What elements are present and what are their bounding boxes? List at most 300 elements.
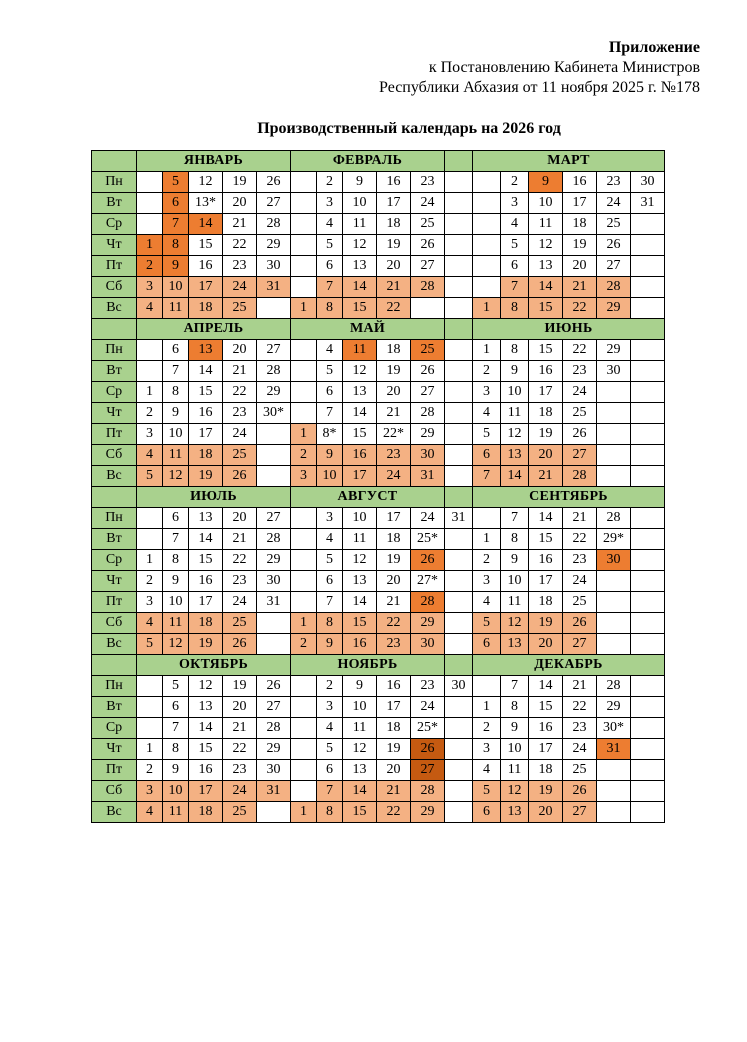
day-cell: 18 [529, 592, 563, 613]
day-name: Чт [92, 739, 137, 760]
week-row [92, 172, 665, 193]
day-cell: 31 [631, 193, 665, 214]
day-cell: 23 [223, 571, 257, 592]
day-cell: 23 [411, 676, 445, 697]
day-cell: 17 [377, 193, 411, 214]
day-cell [445, 193, 473, 214]
day-cell: 18 [377, 340, 411, 361]
day-cell [257, 466, 291, 487]
day-cell: 6 [317, 571, 343, 592]
day-cell: 19 [377, 739, 411, 760]
day-cell: 29 [257, 739, 291, 760]
day-cell: 15 [343, 613, 377, 634]
day-cell [597, 571, 631, 592]
day-cell: 2 [137, 571, 163, 592]
day-cell: 30 [445, 676, 473, 697]
day-cell: 14 [189, 529, 223, 550]
day-name: Ср [92, 718, 137, 739]
day-cell: 18 [189, 802, 223, 823]
day-cell [291, 760, 317, 781]
day-cell: 23 [223, 256, 257, 277]
day-cell: 15 [343, 424, 377, 445]
day-cell: 9 [501, 361, 529, 382]
day-cell [473, 508, 501, 529]
day-cell: 1 [473, 298, 501, 319]
day-cell: 30 [411, 445, 445, 466]
day-cell [631, 613, 665, 634]
day-cell: 1 [291, 613, 317, 634]
day-cell: 25 [411, 214, 445, 235]
week-row [92, 340, 665, 361]
day-cell [291, 340, 317, 361]
week-row [92, 361, 665, 382]
day-cell: 15 [189, 382, 223, 403]
day-cell: 8 [317, 298, 343, 319]
day-cell [291, 256, 317, 277]
day-cell: 9 [163, 571, 189, 592]
day-cell: 19 [529, 424, 563, 445]
day-cell: 3 [137, 781, 163, 802]
day-name: Вс [92, 298, 137, 319]
day-cell: 2 [291, 634, 317, 655]
day-cell: 20 [377, 382, 411, 403]
decree-line-2: Республики Абхазия от 11 ноября 2025 г. №178 [379, 79, 700, 96]
day-cell: 24 [411, 508, 445, 529]
day-cell: 29 [597, 298, 631, 319]
day-name: Пт [92, 760, 137, 781]
day-cell [445, 172, 473, 193]
day-cell: 4 [501, 214, 529, 235]
day-name: Вс [92, 634, 137, 655]
day-cell: 25* [411, 718, 445, 739]
day-cell: 14 [529, 277, 563, 298]
day-cell: 25 [223, 613, 257, 634]
day-name: Вс [92, 802, 137, 823]
day-cell: 19 [377, 235, 411, 256]
day-cell: 6 [317, 256, 343, 277]
day-cell: 10 [163, 781, 189, 802]
day-cell: 4 [473, 592, 501, 613]
day-cell: 20 [223, 340, 257, 361]
week-row [92, 214, 665, 235]
day-cell: 29 [411, 802, 445, 823]
day-cell [631, 424, 665, 445]
day-cell: 11 [163, 802, 189, 823]
day-cell: 3 [317, 193, 343, 214]
day-cell: 29 [257, 382, 291, 403]
day-cell: 6 [473, 802, 501, 823]
day-cell: 8 [163, 235, 189, 256]
day-cell [597, 592, 631, 613]
day-cell: 25 [563, 403, 597, 424]
day-cell: 23 [597, 172, 631, 193]
day-cell: 7 [501, 277, 529, 298]
day-cell [137, 508, 163, 529]
day-name: Ср [92, 382, 137, 403]
day-cell: 13 [189, 340, 223, 361]
day-cell: 28 [597, 508, 631, 529]
day-cell: 22 [377, 613, 411, 634]
day-cell: 1 [137, 550, 163, 571]
day-cell: 27 [411, 760, 445, 781]
day-cell: 21 [223, 214, 257, 235]
day-cell: 27 [563, 445, 597, 466]
day-cell: 4 [137, 298, 163, 319]
day-cell: 28 [257, 361, 291, 382]
day-cell: 22 [563, 697, 597, 718]
month-header-row [92, 319, 665, 340]
day-cell: 28 [257, 529, 291, 550]
day-cell: 28 [411, 403, 445, 424]
day-cell: 22 [563, 529, 597, 550]
day-cell: 1 [137, 739, 163, 760]
day-cell: 8 [501, 529, 529, 550]
day-cell [473, 277, 501, 298]
day-cell: 2 [317, 172, 343, 193]
day-cell: 25 [223, 298, 257, 319]
day-cell: 23 [377, 445, 411, 466]
day-cell: 30* [597, 718, 631, 739]
day-cell: 8 [501, 298, 529, 319]
day-cell: 3 [317, 508, 343, 529]
day-cell: 8 [317, 613, 343, 634]
day-cell [631, 508, 665, 529]
day-cell: 26 [257, 676, 291, 697]
day-cell: 9 [343, 172, 377, 193]
day-cell: 20 [377, 571, 411, 592]
day-cell: 11 [501, 403, 529, 424]
day-name: Пн [92, 508, 137, 529]
day-cell [445, 298, 473, 319]
day-cell [631, 676, 665, 697]
corner-cell [92, 151, 137, 172]
day-cell: 10 [343, 193, 377, 214]
day-cell: 9 [317, 445, 343, 466]
day-cell [597, 802, 631, 823]
week-row [92, 634, 665, 655]
day-cell: 24 [563, 571, 597, 592]
day-name: Вт [92, 697, 137, 718]
day-cell: 17 [189, 277, 223, 298]
day-cell: 18 [529, 403, 563, 424]
day-cell: 7 [163, 718, 189, 739]
day-cell: 6 [501, 256, 529, 277]
day-cell [291, 781, 317, 802]
day-cell: 22* [377, 424, 411, 445]
day-cell: 26 [597, 235, 631, 256]
day-cell: 8 [317, 802, 343, 823]
day-cell: 17 [563, 193, 597, 214]
day-cell: 22 [223, 739, 257, 760]
month-spacer [445, 151, 473, 172]
day-cell: 27 [257, 697, 291, 718]
day-cell [597, 613, 631, 634]
day-cell [631, 235, 665, 256]
day-name: Пн [92, 676, 137, 697]
day-cell: 2 [137, 403, 163, 424]
day-cell: 24 [563, 382, 597, 403]
day-cell: 19 [529, 781, 563, 802]
day-cell: 29 [257, 235, 291, 256]
day-cell: 21 [529, 466, 563, 487]
day-cell: 3 [137, 277, 163, 298]
day-name: Ср [92, 214, 137, 235]
day-cell: 24 [597, 193, 631, 214]
week-row [92, 235, 665, 256]
day-cell: 11 [501, 592, 529, 613]
day-cell: 20 [529, 634, 563, 655]
day-cell: 19 [377, 550, 411, 571]
day-cell: 14 [529, 676, 563, 697]
month-header-row [92, 655, 665, 676]
production-calendar-table [91, 150, 665, 823]
day-cell: 17 [529, 739, 563, 760]
day-cell [291, 592, 317, 613]
day-cell [445, 529, 473, 550]
day-cell: 4 [317, 214, 343, 235]
day-cell: 13 [343, 571, 377, 592]
day-cell: 4 [473, 760, 501, 781]
day-cell: 21 [563, 277, 597, 298]
day-cell: 2 [317, 676, 343, 697]
day-cell: 27* [411, 571, 445, 592]
day-cell: 3 [291, 466, 317, 487]
day-cell: 2 [137, 760, 163, 781]
corner-cell [92, 487, 137, 508]
month-name-1-0: АПРЕЛЬ [137, 319, 291, 340]
day-cell [597, 634, 631, 655]
day-name: Ср [92, 550, 137, 571]
day-cell [291, 172, 317, 193]
day-cell: 20 [377, 760, 411, 781]
day-cell [631, 550, 665, 571]
day-cell: 14 [189, 718, 223, 739]
day-cell: 4 [473, 403, 501, 424]
day-cell: 9 [317, 634, 343, 655]
day-cell: 5 [317, 235, 343, 256]
month-name-0-0: ЯНВАРЬ [137, 151, 291, 172]
day-cell: 12 [501, 613, 529, 634]
day-cell: 10 [501, 382, 529, 403]
day-cell [257, 802, 291, 823]
day-cell: 8 [501, 697, 529, 718]
day-cell [137, 361, 163, 382]
day-cell: 19 [377, 361, 411, 382]
day-cell: 18 [377, 529, 411, 550]
day-cell: 18 [189, 613, 223, 634]
day-cell: 4 [137, 802, 163, 823]
day-cell: 7 [317, 403, 343, 424]
day-cell [291, 571, 317, 592]
day-cell: 26 [563, 424, 597, 445]
day-cell: 1 [291, 802, 317, 823]
document-header [379, 38, 700, 98]
day-cell: 15 [529, 298, 563, 319]
day-cell: 31 [257, 277, 291, 298]
day-cell: 26 [223, 634, 257, 655]
day-cell [257, 613, 291, 634]
day-cell: 27 [597, 256, 631, 277]
day-name: Вт [92, 361, 137, 382]
day-cell: 13* [189, 193, 223, 214]
corner-cell [92, 319, 137, 340]
week-row [92, 613, 665, 634]
day-cell [631, 634, 665, 655]
day-cell: 3 [473, 739, 501, 760]
week-row [92, 529, 665, 550]
day-name: Пн [92, 340, 137, 361]
day-cell: 26 [411, 361, 445, 382]
appendix-label: Приложение [608, 39, 700, 56]
day-cell [631, 592, 665, 613]
day-cell: 16 [343, 634, 377, 655]
day-name: Вт [92, 193, 137, 214]
day-cell [445, 697, 473, 718]
day-cell: 4 [137, 445, 163, 466]
day-cell: 18 [189, 298, 223, 319]
day-name: Вт [92, 529, 137, 550]
day-cell [291, 214, 317, 235]
day-name: Сб [92, 613, 137, 634]
day-cell [291, 697, 317, 718]
day-cell: 16 [343, 445, 377, 466]
day-cell [597, 424, 631, 445]
day-cell [445, 739, 473, 760]
day-cell [291, 193, 317, 214]
day-cell: 14 [343, 781, 377, 802]
day-cell: 26 [411, 550, 445, 571]
day-cell: 8 [163, 550, 189, 571]
day-cell: 6 [163, 340, 189, 361]
day-cell [445, 445, 473, 466]
day-cell: 3 [137, 424, 163, 445]
day-cell: 9 [501, 718, 529, 739]
week-row [92, 571, 665, 592]
week-row [92, 403, 665, 424]
day-name: Пт [92, 256, 137, 277]
day-cell [631, 382, 665, 403]
day-cell: 28 [257, 214, 291, 235]
day-cell [631, 760, 665, 781]
day-cell: 14 [189, 361, 223, 382]
week-row [92, 256, 665, 277]
day-cell [597, 760, 631, 781]
day-cell: 28 [411, 277, 445, 298]
week-row [92, 298, 665, 319]
week-row [92, 445, 665, 466]
day-cell: 11 [529, 214, 563, 235]
day-cell [445, 256, 473, 277]
day-cell: 1 [473, 340, 501, 361]
day-cell: 27 [563, 802, 597, 823]
day-name: Вс [92, 466, 137, 487]
day-cell: 29 [257, 550, 291, 571]
day-cell: 6 [473, 445, 501, 466]
corner-cell [92, 655, 137, 676]
day-cell [473, 676, 501, 697]
day-cell: 21 [377, 403, 411, 424]
day-cell: 4 [317, 340, 343, 361]
day-cell: 12 [343, 550, 377, 571]
day-cell: 10 [343, 508, 377, 529]
day-cell: 13 [501, 634, 529, 655]
day-cell: 5 [317, 739, 343, 760]
day-cell [631, 718, 665, 739]
day-cell: 19 [223, 172, 257, 193]
day-cell: 3 [317, 697, 343, 718]
day-cell: 21 [223, 529, 257, 550]
day-cell: 30 [257, 256, 291, 277]
day-cell: 13 [343, 760, 377, 781]
day-cell: 15 [189, 550, 223, 571]
day-cell: 11 [163, 445, 189, 466]
day-cell: 17 [189, 781, 223, 802]
day-cell: 27 [563, 634, 597, 655]
day-cell [631, 277, 665, 298]
day-cell: 4 [137, 613, 163, 634]
day-cell [445, 571, 473, 592]
day-cell: 21 [377, 277, 411, 298]
day-cell: 23 [563, 550, 597, 571]
day-cell [137, 718, 163, 739]
day-cell [631, 802, 665, 823]
day-cell [291, 676, 317, 697]
day-cell: 31 [445, 508, 473, 529]
day-cell: 24 [411, 193, 445, 214]
day-cell: 17 [529, 382, 563, 403]
day-cell: 29 [597, 340, 631, 361]
day-cell: 28 [597, 277, 631, 298]
day-cell: 30 [411, 634, 445, 655]
day-cell [473, 235, 501, 256]
day-cell: 21 [563, 508, 597, 529]
day-cell: 19 [223, 676, 257, 697]
day-cell: 9 [343, 676, 377, 697]
day-name: Пн [92, 172, 137, 193]
day-cell: 16 [189, 403, 223, 424]
day-cell: 12 [343, 739, 377, 760]
day-cell: 22 [223, 550, 257, 571]
day-cell: 23 [563, 718, 597, 739]
day-cell: 11 [343, 214, 377, 235]
day-cell [445, 718, 473, 739]
day-cell: 25 [563, 760, 597, 781]
day-cell: 14 [529, 508, 563, 529]
day-cell: 15 [529, 529, 563, 550]
day-cell: 6 [163, 508, 189, 529]
month-name-0-2: МАРТ [473, 151, 665, 172]
day-cell [291, 361, 317, 382]
day-cell [445, 466, 473, 487]
day-cell: 21 [563, 676, 597, 697]
day-cell: 2 [137, 256, 163, 277]
day-cell: 25 [563, 592, 597, 613]
day-cell: 15 [343, 802, 377, 823]
day-cell: 8* [317, 424, 343, 445]
day-cell: 17 [377, 508, 411, 529]
day-cell: 28 [411, 781, 445, 802]
day-cell: 28 [597, 676, 631, 697]
day-cell: 29 [411, 613, 445, 634]
day-cell: 12 [343, 235, 377, 256]
day-cell: 4 [317, 529, 343, 550]
day-cell: 10 [163, 592, 189, 613]
day-cell: 19 [189, 634, 223, 655]
day-cell: 29* [597, 529, 631, 550]
day-cell [137, 676, 163, 697]
day-cell [445, 361, 473, 382]
day-cell: 10 [529, 193, 563, 214]
